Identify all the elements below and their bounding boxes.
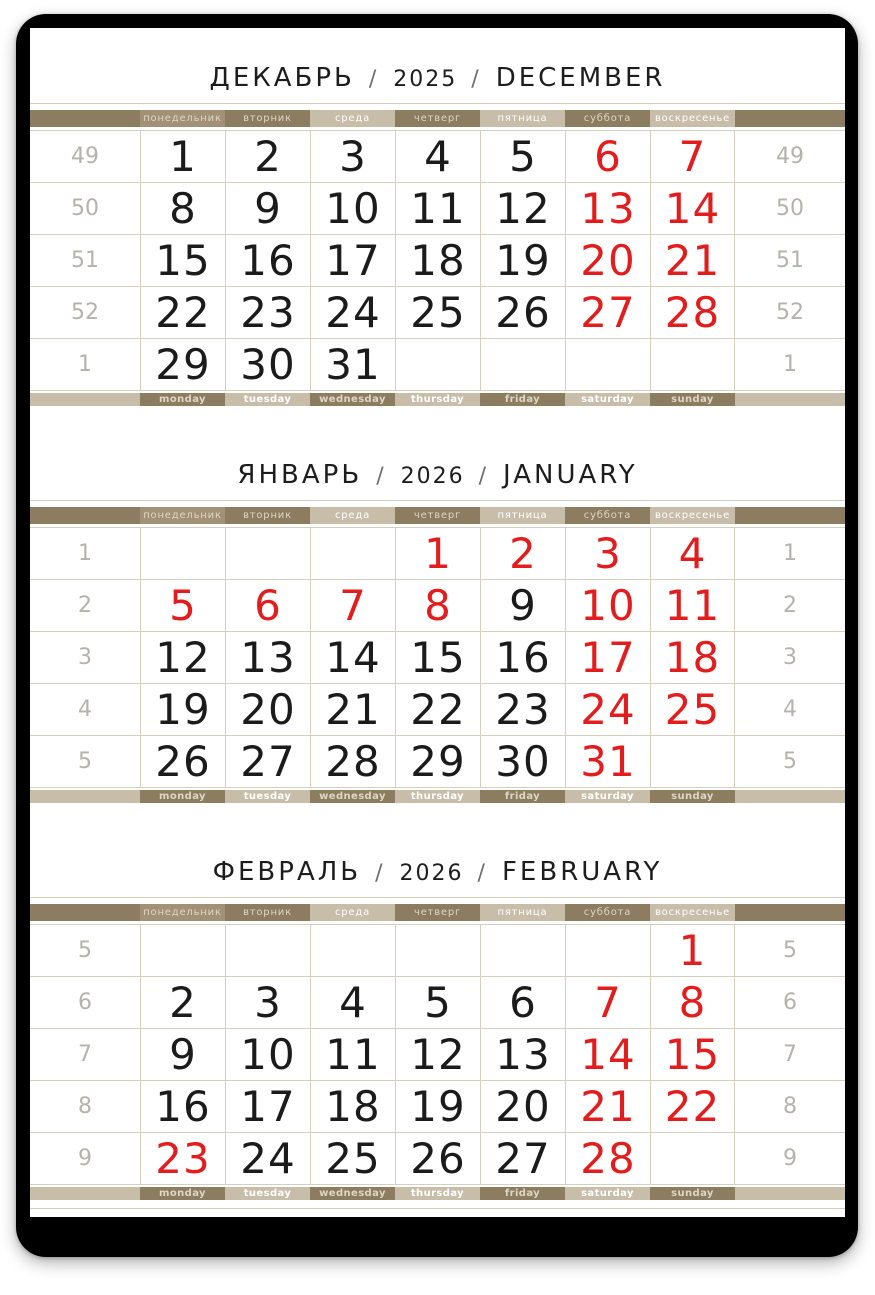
calendar-panel xyxy=(30,28,845,1217)
date-cell: 3 xyxy=(310,131,395,182)
week-row xyxy=(30,580,845,632)
date-cell: 4 xyxy=(395,131,480,182)
date-cell: 18 xyxy=(650,632,735,683)
weekday-cell-en: saturday xyxy=(565,790,650,803)
week-column-spacer-right xyxy=(735,904,845,921)
week-number-left: 4 xyxy=(78,697,92,722)
date-cell: 8 xyxy=(650,977,735,1028)
date-cell: 8 xyxy=(140,183,225,234)
week-number-right: 51 xyxy=(776,248,804,273)
week-number-left: 3 xyxy=(78,645,92,670)
date-cell: 20 xyxy=(565,235,650,286)
week-number-left: 9 xyxy=(78,1146,92,1171)
date-cell: 12 xyxy=(140,632,225,683)
date-cell: 21 xyxy=(310,684,395,735)
title-rule xyxy=(30,103,845,104)
date-cell: 20 xyxy=(480,1081,565,1132)
week-row xyxy=(30,977,845,1029)
weekday-cell-ru: понедельник xyxy=(140,507,225,524)
weekday-cell-en: thursday xyxy=(395,1187,480,1200)
weekday-cell-ru: воскресенье xyxy=(650,904,735,921)
date-cell: 20 xyxy=(225,684,310,735)
date-cell: 19 xyxy=(140,684,225,735)
month-block xyxy=(30,406,845,803)
date-cell: 26 xyxy=(140,736,225,787)
date-cell: 31 xyxy=(310,339,395,390)
weekday-cell-ru: понедельник xyxy=(140,904,225,921)
weekday-cell-ru: суббота xyxy=(565,110,650,127)
month-block xyxy=(30,803,845,1200)
date-cell: 24 xyxy=(565,684,650,735)
week-number-left: 1 xyxy=(78,541,92,566)
year-label: 2026 xyxy=(400,464,465,489)
week-number-right: 5 xyxy=(783,938,797,963)
weekday-cell-ru: четверг xyxy=(395,507,480,524)
date-cell: 30 xyxy=(480,736,565,787)
week-row xyxy=(30,736,845,788)
month-name-en: DECEMBER xyxy=(495,63,666,93)
date-cell: 6 xyxy=(225,580,310,631)
week-number-right: 1 xyxy=(783,541,797,566)
week-number-left: 52 xyxy=(71,300,99,325)
weekday-header-ru xyxy=(30,110,845,127)
weekday-cell-en: monday xyxy=(140,393,225,406)
weekday-cell-en: saturday xyxy=(565,393,650,406)
date-cell: 1 xyxy=(395,528,480,579)
week-column-spacer-left xyxy=(30,507,140,524)
date-cell: 27 xyxy=(480,1133,565,1184)
date-cell xyxy=(140,925,225,976)
week-column-spacer-left xyxy=(30,110,140,127)
date-cell: 14 xyxy=(565,1029,650,1080)
week-number-right: 7 xyxy=(783,1042,797,1067)
date-cell: 10 xyxy=(225,1029,310,1080)
date-cell: 14 xyxy=(650,183,735,234)
week-row xyxy=(30,131,845,183)
date-cell xyxy=(140,528,225,579)
date-cell: 7 xyxy=(565,977,650,1028)
date-cell: 7 xyxy=(650,131,735,182)
week-row xyxy=(30,632,845,684)
week-column-spacer-left xyxy=(30,904,140,921)
date-cell: 9 xyxy=(140,1029,225,1080)
weekday-cell-en: sunday xyxy=(650,790,735,803)
date-cell xyxy=(565,339,650,390)
date-cell: 22 xyxy=(650,1081,735,1132)
date-cell: 3 xyxy=(225,977,310,1028)
date-cell: 13 xyxy=(480,1029,565,1080)
date-cell: 1 xyxy=(140,131,225,182)
weekday-cell-en: monday xyxy=(140,790,225,803)
weekday-cell-ru: пятница xyxy=(480,110,565,127)
date-cell: 26 xyxy=(480,287,565,338)
week-column-spacer-right xyxy=(735,110,845,127)
date-cell: 27 xyxy=(565,287,650,338)
date-cell: 4 xyxy=(310,977,395,1028)
weekday-cell-ru: суббота xyxy=(565,507,650,524)
weekday-cell-en: sunday xyxy=(650,393,735,406)
date-cell: 16 xyxy=(140,1081,225,1132)
weekday-cell-ru: воскресенье xyxy=(650,507,735,524)
weekday-header-ru xyxy=(30,507,845,524)
week-number-right: 2 xyxy=(783,593,797,618)
week-row xyxy=(30,1029,845,1081)
month-grid xyxy=(30,924,845,1185)
weekday-cell-en: tuesday xyxy=(225,393,310,406)
title-rule xyxy=(30,500,845,501)
week-column-spacer-right xyxy=(735,790,845,803)
week-number-right: 49 xyxy=(776,144,804,169)
date-cell: 4 xyxy=(650,528,735,579)
month-block xyxy=(30,28,845,406)
date-cell: 15 xyxy=(395,632,480,683)
week-number-right: 9 xyxy=(783,1146,797,1171)
date-cell: 21 xyxy=(565,1081,650,1132)
week-column-spacer-right xyxy=(735,393,845,406)
week-number-right: 8 xyxy=(783,1094,797,1119)
date-cell: 22 xyxy=(395,684,480,735)
date-cell: 23 xyxy=(225,287,310,338)
date-cell: 11 xyxy=(650,580,735,631)
week-number-left: 2 xyxy=(78,593,92,618)
date-cell xyxy=(225,925,310,976)
weekday-footer-en xyxy=(30,790,845,803)
weekday-cell-en: thursday xyxy=(395,790,480,803)
weekday-cell-en: tuesday xyxy=(225,790,310,803)
date-cell: 11 xyxy=(310,1029,395,1080)
week-number-right: 5 xyxy=(783,749,797,774)
date-cell: 5 xyxy=(140,580,225,631)
slash-separator: / xyxy=(471,67,482,92)
week-number-left: 49 xyxy=(71,144,99,169)
weekday-cell-ru: пятница xyxy=(480,507,565,524)
date-cell: 7 xyxy=(310,580,395,631)
date-cell: 27 xyxy=(225,736,310,787)
week-number-right: 3 xyxy=(783,645,797,670)
month-title xyxy=(30,406,845,500)
date-cell: 31 xyxy=(565,736,650,787)
date-cell: 18 xyxy=(310,1081,395,1132)
date-cell: 1 xyxy=(650,925,735,976)
weekday-cell-en: wednesday xyxy=(310,393,395,406)
week-number-left: 1 xyxy=(78,352,92,377)
week-number-left: 7 xyxy=(78,1042,92,1067)
month-title xyxy=(30,28,845,103)
date-cell: 25 xyxy=(310,1133,395,1184)
date-cell: 10 xyxy=(565,580,650,631)
date-cell: 22 xyxy=(140,287,225,338)
month-title xyxy=(30,803,845,897)
weekday-cell-en: saturday xyxy=(565,1187,650,1200)
weekday-cell-ru: суббота xyxy=(565,904,650,921)
week-number-left: 8 xyxy=(78,1094,92,1119)
weekday-cell-en: monday xyxy=(140,1187,225,1200)
weekday-cell-en: friday xyxy=(480,790,565,803)
weekday-cell-en: friday xyxy=(480,393,565,406)
date-cell: 25 xyxy=(395,287,480,338)
weekday-footer-en xyxy=(30,1187,845,1200)
date-cell: 16 xyxy=(225,235,310,286)
weekday-cell-ru: среда xyxy=(310,904,395,921)
week-row xyxy=(30,528,845,580)
date-cell xyxy=(310,925,395,976)
date-cell xyxy=(395,339,480,390)
date-cell: 3 xyxy=(565,528,650,579)
week-row xyxy=(30,183,845,235)
week-column-spacer-left xyxy=(30,393,140,406)
weekday-cell-ru: среда xyxy=(310,110,395,127)
month-grid xyxy=(30,130,845,391)
date-cell: 25 xyxy=(650,684,735,735)
week-column-spacer-left xyxy=(30,790,140,803)
date-cell: 29 xyxy=(395,736,480,787)
year-label: 2026 xyxy=(399,861,464,886)
month-name-ru: ФЕВРАЛЬ xyxy=(212,857,362,887)
date-cell: 15 xyxy=(140,235,225,286)
date-cell: 8 xyxy=(395,580,480,631)
month-grid xyxy=(30,527,845,788)
weekday-footer-en xyxy=(30,393,845,406)
date-cell: 28 xyxy=(310,736,395,787)
week-number-left: 51 xyxy=(71,248,99,273)
date-cell: 24 xyxy=(225,1133,310,1184)
weekday-cell-ru: среда xyxy=(310,507,395,524)
week-row xyxy=(30,1133,845,1185)
date-cell xyxy=(565,925,650,976)
week-number-right: 4 xyxy=(783,697,797,722)
week-row xyxy=(30,287,845,339)
date-cell xyxy=(395,925,480,976)
bottom-rule xyxy=(30,1208,845,1209)
date-cell: 5 xyxy=(480,131,565,182)
date-cell: 23 xyxy=(480,684,565,735)
week-row xyxy=(30,339,845,391)
slash-separator: / xyxy=(376,464,387,489)
year-label: 2025 xyxy=(393,67,458,92)
date-cell: 5 xyxy=(395,977,480,1028)
date-cell: 2 xyxy=(225,131,310,182)
date-cell xyxy=(650,736,735,787)
week-number-left: 6 xyxy=(78,990,92,1015)
date-cell: 12 xyxy=(395,1029,480,1080)
date-cell: 17 xyxy=(225,1081,310,1132)
date-cell xyxy=(480,339,565,390)
weekday-cell-en: thursday xyxy=(395,393,480,406)
week-number-left: 5 xyxy=(78,749,92,774)
week-number-right: 50 xyxy=(776,196,804,221)
week-column-spacer-left xyxy=(30,1187,140,1200)
week-row xyxy=(30,235,845,287)
date-cell: 16 xyxy=(480,632,565,683)
date-cell: 17 xyxy=(565,632,650,683)
date-cell: 6 xyxy=(480,977,565,1028)
slash-separator: / xyxy=(477,861,488,886)
week-row xyxy=(30,684,845,736)
date-cell: 21 xyxy=(650,235,735,286)
weekday-cell-ru: четверг xyxy=(395,110,480,127)
weekday-cell-ru: вторник xyxy=(225,904,310,921)
date-cell xyxy=(650,339,735,390)
week-number-right: 1 xyxy=(783,352,797,377)
month-name-en: JANUARY xyxy=(503,460,638,490)
weekday-cell-en: friday xyxy=(480,1187,565,1200)
months-container xyxy=(30,28,845,1209)
weekday-cell-ru: вторник xyxy=(225,507,310,524)
weekday-cell-en: tuesday xyxy=(225,1187,310,1200)
week-row xyxy=(30,1081,845,1133)
weekday-cell-en: wednesday xyxy=(310,790,395,803)
date-cell: 19 xyxy=(395,1081,480,1132)
date-cell xyxy=(480,925,565,976)
week-number-left: 50 xyxy=(71,196,99,221)
week-number-right: 52 xyxy=(776,300,804,325)
date-cell: 24 xyxy=(310,287,395,338)
date-cell: 15 xyxy=(650,1029,735,1080)
weekday-cell-ru: четверг xyxy=(395,904,480,921)
date-cell: 6 xyxy=(565,131,650,182)
slash-separator: / xyxy=(478,464,490,489)
date-cell: 13 xyxy=(225,632,310,683)
date-cell: 2 xyxy=(480,528,565,579)
week-number-right: 6 xyxy=(783,990,797,1015)
date-cell: 29 xyxy=(140,339,225,390)
date-cell: 23 xyxy=(140,1133,225,1184)
week-row xyxy=(30,925,845,977)
date-cell: 28 xyxy=(565,1133,650,1184)
date-cell: 11 xyxy=(395,183,480,234)
month-name-ru: ДЕКАБРЬ xyxy=(209,63,355,93)
weekday-cell-ru: понедельник xyxy=(140,110,225,127)
week-column-spacer-right xyxy=(735,507,845,524)
slash-separator: / xyxy=(368,67,380,92)
week-column-spacer-right xyxy=(735,1187,845,1200)
weekday-cell-ru: воскресенье xyxy=(650,110,735,127)
month-name-ru: ЯНВАРЬ xyxy=(237,460,363,490)
week-number-left: 5 xyxy=(78,938,92,963)
weekday-cell-en: sunday xyxy=(650,1187,735,1200)
date-cell: 28 xyxy=(650,287,735,338)
date-cell: 26 xyxy=(395,1133,480,1184)
date-cell: 2 xyxy=(140,977,225,1028)
date-cell: 13 xyxy=(565,183,650,234)
date-cell: 10 xyxy=(310,183,395,234)
weekday-header-ru xyxy=(30,904,845,921)
date-cell: 9 xyxy=(480,580,565,631)
title-rule xyxy=(30,897,845,898)
date-cell: 19 xyxy=(480,235,565,286)
date-cell xyxy=(310,528,395,579)
date-cell xyxy=(650,1133,735,1184)
weekday-cell-ru: пятница xyxy=(480,904,565,921)
date-cell: 14 xyxy=(310,632,395,683)
month-name-en: FEBRUARY xyxy=(501,857,663,887)
date-cell: 18 xyxy=(395,235,480,286)
date-cell xyxy=(225,528,310,579)
date-cell: 9 xyxy=(225,183,310,234)
date-cell: 17 xyxy=(310,235,395,286)
weekday-cell-en: wednesday xyxy=(310,1187,395,1200)
date-cell: 30 xyxy=(225,339,310,390)
slash-separator: / xyxy=(375,861,386,886)
date-cell: 12 xyxy=(480,183,565,234)
weekday-cell-ru: вторник xyxy=(225,110,310,127)
